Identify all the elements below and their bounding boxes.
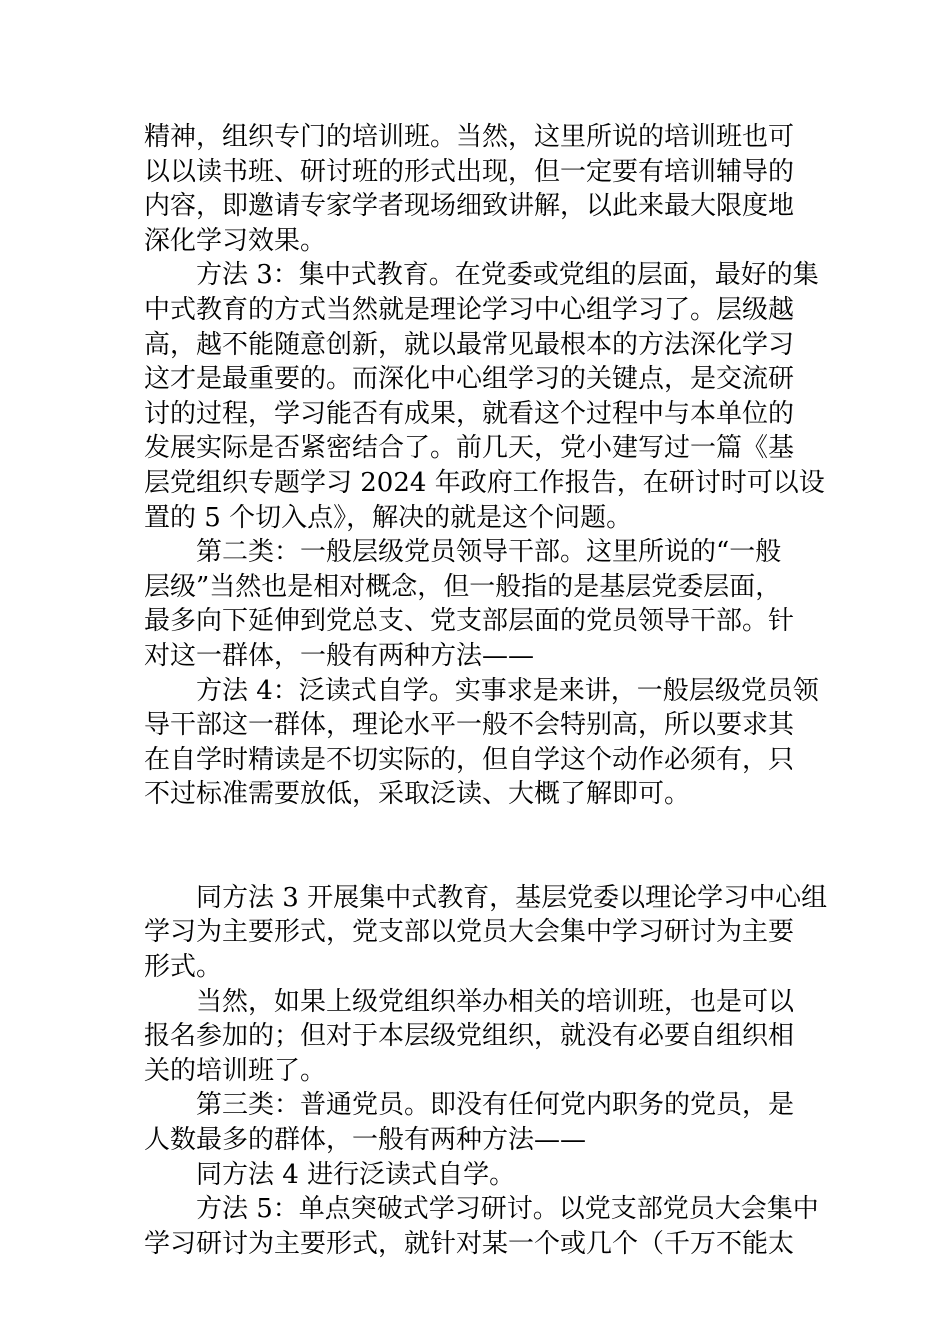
text-line: 导干部这一群体，理论水平一般不会特别高，所以要求其 bbox=[144, 710, 795, 741]
text-line: 同方法 3 开展集中式教育，基层党委以理论学习中心组 bbox=[196, 882, 828, 913]
text-line: 方法 4：泛读式自学。实事求是来讲，一般层级党员领 bbox=[196, 675, 819, 706]
text-line: 报名参加的；但对于本层级党组织，就没有必要自组织相 bbox=[144, 1021, 795, 1052]
text-line: 关的培训班了。 bbox=[144, 1055, 327, 1086]
text-line: 当然，如果上级党组织举办相关的培训班，也是可以 bbox=[196, 986, 795, 1017]
text-line: 以以读书班、研讨班的形式出现，但一定要有培训辅导的 bbox=[144, 156, 795, 187]
text-line: 同方法 4 进行泛读式自学。 bbox=[196, 1159, 516, 1190]
text-line: 层级”当然也是相对概念，但一般指的是基层党委层面， bbox=[144, 571, 782, 602]
text-line: 深化学习效果。 bbox=[144, 225, 327, 256]
text-line: 对这一群体，一般有两种方法—— bbox=[144, 640, 535, 671]
text-line: 讨的过程，学习能否有成果，就看这个过程中与本单位的 bbox=[144, 398, 795, 429]
text-line: 第三类：普通党员。即没有任何党内职务的党员，是 bbox=[196, 1090, 795, 1121]
text-line: 中式教育的方式当然就是理论学习中心组学习了。层级越 bbox=[144, 294, 795, 325]
text-line: 方法 3：集中式教育。在党委或党组的层面，最好的集 bbox=[196, 260, 819, 291]
text-line: 方法 5：单点突破式学习研讨。以党支部党员大会集中 bbox=[196, 1194, 819, 1225]
text-line: 发展实际是否紧密结合了。前几天，党小建写过一篇《基 bbox=[144, 433, 795, 464]
text-line: 层党组织专题学习 2024 年政府工作报告，在研讨时可以设 bbox=[144, 467, 825, 498]
text-line: 形式。 bbox=[144, 952, 223, 983]
text-line: 第二类：一般层级党员领导干部。这里所说的“一般 bbox=[196, 537, 782, 568]
text-line: 最多向下延伸到党总支、党支部层面的党员领导干部。针 bbox=[144, 606, 795, 637]
text-line: 精神，组织专门的培训班。当然，这里所说的培训班也可 bbox=[144, 122, 795, 152]
text-line: 置的 5 个切入点》，解决的就是这个问题。 bbox=[144, 502, 633, 533]
text-line: 在自学时精读是不切实际的，但自学这个动作必须有，只 bbox=[144, 744, 795, 775]
text-line: 高，越不能随意创新，就以最常见最根本的方法深化学习 bbox=[144, 329, 795, 360]
text-line: 内容，即邀请专家学者现场细致讲解，以此来最大限度地 bbox=[144, 191, 795, 222]
body-text bbox=[144, 120, 828, 1261]
text-line: 学习为主要形式，党支部以党员大会集中学习研讨为主要 bbox=[144, 917, 795, 948]
text-line: 不过标准需要放低，采取泛读、大概了解即可。 bbox=[144, 779, 691, 810]
text-line: 人数最多的群体，一般有两种方法—— bbox=[144, 1125, 587, 1156]
paragraph-gap bbox=[144, 812, 810, 881]
text-line: 学习研讨为主要形式，就针对某一个或几个（千万不能太 bbox=[144, 1228, 795, 1259]
text-line: 这才是最重要的。而深化中心组学习的关键点，是交流研 bbox=[144, 364, 795, 395]
